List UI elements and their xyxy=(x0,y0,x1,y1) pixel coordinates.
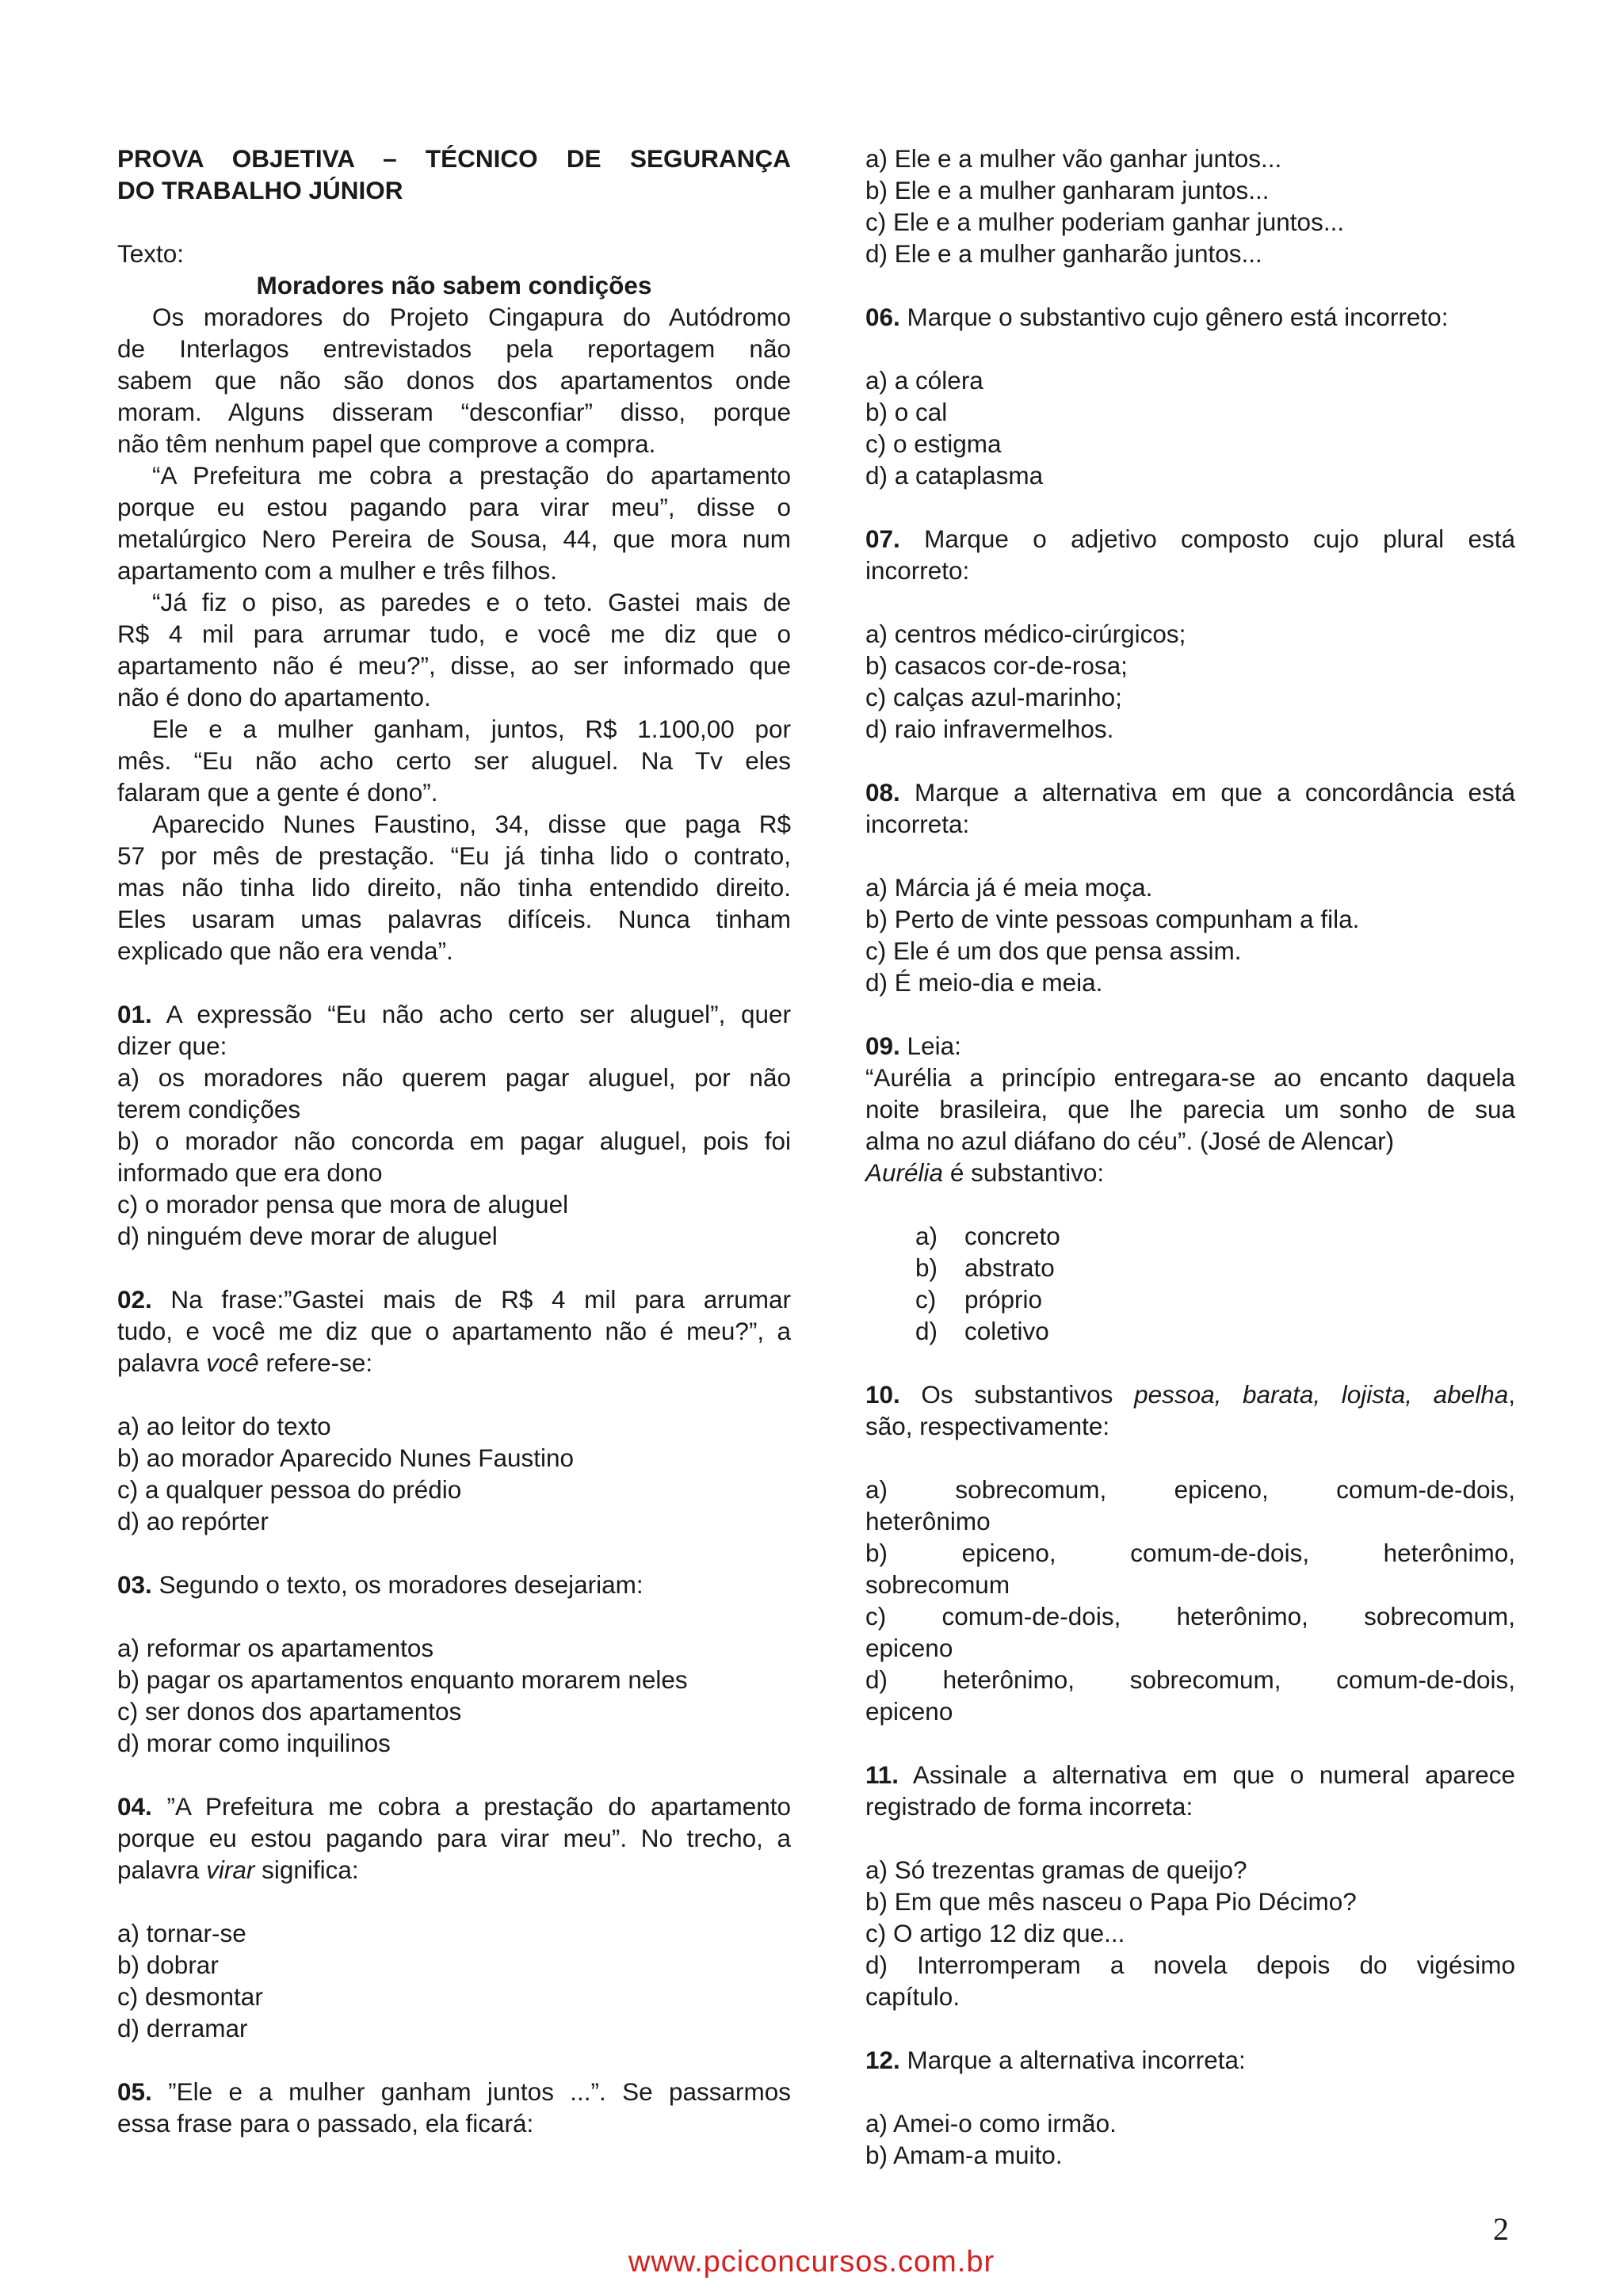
question-line xyxy=(117,1283,791,1315)
question-line xyxy=(865,2107,1515,2139)
question-text: capítulo. xyxy=(865,1982,960,2011)
spacer xyxy=(865,2076,1515,2107)
question-text: significa: xyxy=(254,1855,359,1884)
option-text: abstrato xyxy=(964,1253,1055,1282)
question-text: Segundo o texto, os moradores desejariam: xyxy=(151,1570,643,1599)
question-text: d) É meio-dia e meia. xyxy=(865,968,1103,997)
question-line xyxy=(865,2139,1515,2171)
question-text: Leia: xyxy=(899,1032,961,1060)
passage-line: não é dono do apartamento. xyxy=(117,683,431,711)
question-line xyxy=(117,1157,791,1188)
question-text: b) epiceno, comum-de-dois, heterônimo, xyxy=(865,1539,1515,1567)
passage-line: porque eu estou pagando para virar meu”, disse o xyxy=(117,493,791,521)
question-block xyxy=(865,2044,1515,2171)
question-line xyxy=(865,1569,1515,1600)
text-label: Texto: xyxy=(117,239,185,268)
question-line xyxy=(117,2012,791,2044)
question-block xyxy=(865,1379,1515,1727)
question-line xyxy=(865,681,1515,713)
passage-line: mas não tinha lido direito, não tinha entendido direito. xyxy=(117,873,791,902)
question-text: c) calças azul-marinho; xyxy=(865,683,1122,711)
question-line xyxy=(865,1759,1515,1791)
question-line xyxy=(865,713,1515,745)
passage-line: sabem que não são donos dos apartamentos onde xyxy=(117,366,791,395)
question-line xyxy=(865,396,1515,428)
option-text: próprio xyxy=(964,1285,1043,1314)
question-line xyxy=(865,1093,1515,1125)
question-text: d) heterônimo, sobrecomum, comum-de-dois, xyxy=(865,1665,1515,1694)
question-line xyxy=(865,1917,1515,1949)
question-line xyxy=(865,1474,1515,1505)
question-number: 05. xyxy=(117,2077,152,2106)
question-number: 10. xyxy=(865,1380,900,1409)
question-line xyxy=(117,1093,791,1125)
text-heading: Moradores não sabem condições xyxy=(256,271,652,299)
option-item xyxy=(865,1220,1515,1252)
question-text: b) Perto de vinte pessoas compunham a fila. xyxy=(865,905,1360,933)
question-number: 09. xyxy=(865,1032,900,1060)
question-line xyxy=(865,1791,1515,1822)
option-text: concreto xyxy=(964,1222,1060,1250)
question-line xyxy=(117,1569,791,1600)
question-line xyxy=(865,1854,1515,1886)
option-letter: a) xyxy=(915,1222,938,1250)
question-line xyxy=(865,1030,1515,1062)
question-text: c) O artigo 12 diz que... xyxy=(865,1919,1125,1947)
question-line xyxy=(865,301,1515,333)
emphasis-text: pessoa, barata, lojista, abelha xyxy=(1134,1380,1509,1409)
question-line xyxy=(865,1886,1515,1917)
question-block xyxy=(117,1569,791,1759)
spacer xyxy=(117,1379,791,1410)
question-text: incorreta: xyxy=(865,810,970,838)
question-line xyxy=(865,1949,1515,1981)
question-line xyxy=(865,206,1515,238)
left-column xyxy=(117,143,791,2139)
question-text: noite brasileira, que lhe parecia um sonho de sua xyxy=(865,1095,1515,1123)
question-text: é substantivo: xyxy=(943,1158,1105,1187)
question-line xyxy=(865,650,1515,681)
question-line xyxy=(865,1600,1515,1632)
spacer xyxy=(117,1759,791,1791)
passage-line: falaram que a gente é dono”. xyxy=(117,778,438,807)
option-letter: b) xyxy=(915,1253,938,1282)
question-text: c) Ele e a mulher poderiam ganhar juntos... xyxy=(865,208,1345,236)
page-number: 2 xyxy=(1493,2211,1509,2247)
question-line xyxy=(865,1379,1515,1410)
question-text: d) raio infravermelhos. xyxy=(865,715,1114,743)
question-line xyxy=(117,1981,791,2012)
question-block xyxy=(865,143,1515,269)
spacer xyxy=(117,206,791,238)
spacer xyxy=(117,1600,791,1632)
questions-right xyxy=(865,143,1515,2171)
question-block xyxy=(865,776,1515,998)
question-line xyxy=(865,1505,1515,1537)
passage-line: metalúrgico Nero Pereira de Sousa, 44, que mora num xyxy=(117,524,791,553)
question-text: ”Ele e a mulher ganham juntos ...”. Se passarmos xyxy=(151,2077,791,2106)
question-text: Marque a alternativa incorreta: xyxy=(899,2046,1246,2074)
question-text: c) a qualquer pessoa do prédio xyxy=(117,1475,462,1504)
spacer xyxy=(865,1727,1515,1759)
option-item xyxy=(865,1252,1515,1283)
question-line xyxy=(865,238,1515,269)
passage-line: “A Prefeitura me cobra a prestação do apartamento xyxy=(152,461,791,490)
spacer xyxy=(117,967,791,998)
spacer xyxy=(865,1442,1515,1474)
question-block xyxy=(117,998,791,1252)
question-block xyxy=(865,301,1515,491)
question-text: d) Interromperam a novela depois do vigésimo xyxy=(865,1951,1515,1979)
question-line xyxy=(865,808,1515,840)
question-line xyxy=(117,1410,791,1442)
question-line xyxy=(117,998,791,1030)
exam-title-line2: DO TRABALHO JÚNIOR xyxy=(117,176,403,204)
question-line xyxy=(117,1125,791,1157)
question-text: essa frase para o passado, ela ficará: xyxy=(117,2109,534,2138)
question-text: a) Ele e a mulher vão ganhar juntos... xyxy=(865,144,1282,173)
question-text: d) morar como inquilinos xyxy=(117,1729,391,1757)
question-text: d) ao repórter xyxy=(117,1507,269,1535)
question-text: a) ao leitor do texto xyxy=(117,1412,331,1440)
spacer xyxy=(865,333,1515,364)
question-line xyxy=(117,1664,791,1695)
spacer xyxy=(865,2012,1515,2044)
question-line xyxy=(865,776,1515,808)
right-column xyxy=(865,143,1515,2171)
question-line xyxy=(865,2044,1515,2076)
questions-left xyxy=(117,967,791,2139)
question-line xyxy=(865,428,1515,460)
question-text: a) reformar os apartamentos xyxy=(117,1634,434,1662)
question-text: b) Ele e a mulher ganharam juntos... xyxy=(865,176,1270,204)
passage-line: Os moradores do Projeto Cingapura do Autódromo xyxy=(152,303,791,331)
emphasis-text: você xyxy=(206,1348,259,1377)
question-text: alma no azul diáfano do céu”. (José de Alencar) xyxy=(865,1127,1395,1155)
question-text: Marque a alternativa em que a concordância está xyxy=(899,778,1515,807)
question-text: b) dobrar xyxy=(117,1951,219,1979)
emphasis-text: Aurélia xyxy=(865,1158,944,1187)
question-line xyxy=(865,618,1515,650)
question-line xyxy=(865,935,1515,967)
question-text: d) ninguém deve morar de aluguel xyxy=(117,1222,498,1250)
question-line xyxy=(865,143,1515,174)
question-text: registrado de forma incorreta: xyxy=(865,1792,1193,1821)
passage-line: explicado que não era venda”. xyxy=(117,936,453,965)
question-text: b) Amam-a muito. xyxy=(865,2141,1063,2169)
spacer xyxy=(865,1822,1515,1854)
question-text: c) o estigma xyxy=(865,429,1002,458)
question-block xyxy=(117,1791,791,2044)
passage-line: “Já fiz o piso, as paredes e o teto. Gastei mais de xyxy=(152,588,791,616)
question-text: palavra xyxy=(117,1855,207,1884)
question-line xyxy=(117,1315,791,1347)
spacer xyxy=(865,998,1515,1030)
question-text: b) ao morador Aparecido Nunes Faustino xyxy=(117,1444,575,1472)
question-text: c) o morador pensa que mora de aluguel xyxy=(117,1190,569,1219)
question-line xyxy=(117,1220,791,1252)
question-number: 02. xyxy=(117,1285,152,1314)
question-text: palavra xyxy=(117,1348,207,1377)
question-line xyxy=(865,1537,1515,1569)
question-text: terem condições xyxy=(117,1095,301,1123)
passage-line: mês. “Eu não acho certo ser aluguel. Na Tv eles xyxy=(117,746,791,775)
question-block xyxy=(865,1759,1515,2012)
spacer xyxy=(865,1188,1515,1220)
question-text: b) casacos cor-de-rosa; xyxy=(865,651,1128,680)
question-line xyxy=(865,174,1515,206)
question-text: b) Em que mês nasceu o Papa Pio Décimo? xyxy=(865,1887,1357,1916)
passage-line: apartamento não é meu?”, disse, ao ser informado que xyxy=(117,651,791,680)
question-block xyxy=(117,1283,791,1537)
spacer xyxy=(117,1886,791,1917)
question-number: 03. xyxy=(117,1570,152,1599)
question-line xyxy=(117,1188,791,1220)
question-line xyxy=(117,2107,791,2139)
spacer xyxy=(117,1537,791,1569)
question-text: ”A Prefeitura me cobra a prestação do apartamento xyxy=(151,1792,791,1821)
question-line xyxy=(865,1664,1515,1695)
question-text: heterônimo xyxy=(865,1507,991,1535)
question-line xyxy=(865,1157,1515,1188)
question-text: informado que era dono xyxy=(117,1158,383,1187)
question-line xyxy=(865,1632,1515,1664)
question-line xyxy=(117,1474,791,1505)
spacer xyxy=(117,1252,791,1283)
question-line xyxy=(865,1410,1515,1442)
question-line xyxy=(117,1062,791,1093)
spacer xyxy=(117,2044,791,2076)
question-text: a) centros médico-cirúrgicos; xyxy=(865,620,1186,648)
question-block xyxy=(865,1030,1515,1347)
question-line xyxy=(117,1632,791,1664)
passage-line: R$ 4 mil para arrumar tudo, e você me diz que o xyxy=(117,620,791,648)
question-text: epiceno xyxy=(865,1697,953,1726)
option-letter: d) xyxy=(915,1317,938,1345)
question-line xyxy=(117,2076,791,2107)
spacer xyxy=(865,840,1515,871)
question-number: 06. xyxy=(865,303,900,331)
question-line xyxy=(117,1505,791,1537)
question-text: epiceno xyxy=(865,1634,953,1662)
question-text: porque eu estou pagando para virar meu”. No trecho, a xyxy=(117,1824,791,1852)
question-number: 01. xyxy=(117,1000,152,1028)
passage-line: moram. Alguns disseram “desconfiar” disso, porque xyxy=(117,398,791,426)
question-line xyxy=(865,460,1515,491)
spacer xyxy=(865,269,1515,301)
question-text: são, respectivamente: xyxy=(865,1412,1110,1440)
question-text: a) os moradores não querem pagar aluguel, por não xyxy=(117,1063,791,1092)
spacer xyxy=(865,1347,1515,1379)
option-letter: c) xyxy=(915,1285,937,1314)
question-number: 07. xyxy=(865,524,900,553)
question-line xyxy=(865,1125,1515,1157)
question-line xyxy=(865,555,1515,586)
question-number: 04. xyxy=(117,1792,152,1821)
passage-line: Ele e a mulher ganham, juntos, R$ 1.100,00 por xyxy=(152,715,791,743)
question-text: sobrecomum xyxy=(865,1570,1010,1599)
question-line xyxy=(117,1695,791,1727)
question-block xyxy=(117,2076,791,2139)
question-text: b) o cal xyxy=(865,398,948,426)
question-text: a) Márcia já é meia moça. xyxy=(865,873,1153,902)
question-line xyxy=(117,1822,791,1854)
passage-line: apartamento com a mulher e três filhos. xyxy=(117,556,558,585)
passage-line: não têm nenhum papel que comprove a compra. xyxy=(117,429,656,458)
question-line xyxy=(117,1917,791,1949)
question-text: Marque o adjetivo composto cujo plural está xyxy=(899,524,1515,553)
footer-url[interactable]: www.pciconcursos.com.br xyxy=(628,2245,995,2279)
question-text: c) comum-de-dois, heterônimo, sobrecomum, xyxy=(865,1602,1515,1630)
question-text: a) Só trezentas gramas de queijo? xyxy=(865,1855,1247,1884)
option-text: coletivo xyxy=(964,1317,1049,1345)
question-text: a) tornar-se xyxy=(117,1919,246,1947)
spacer xyxy=(865,491,1515,523)
question-text: incorreto: xyxy=(865,556,970,585)
question-text: tudo, e você me diz que o apartamento não é meu?”, a xyxy=(117,1317,791,1345)
option-item xyxy=(865,1283,1515,1315)
option-item xyxy=(865,1315,1515,1347)
question-line xyxy=(865,871,1515,903)
question-text: d) a cataplasma xyxy=(865,461,1044,490)
question-text: A expressão “Eu não acho certo ser aluguel”, quer xyxy=(151,1000,791,1028)
spacer xyxy=(865,586,1515,618)
question-line xyxy=(117,1854,791,1886)
question-text: b) pagar os apartamentos enquanto morarem neles xyxy=(117,1665,688,1694)
passage-line: 57 por mês de prestação. “Eu já tinha lido o contrato, xyxy=(117,841,791,870)
question-line xyxy=(865,1062,1515,1093)
question-number: 08. xyxy=(865,778,900,807)
question-text: dizer que: xyxy=(117,1032,227,1060)
question-text: a) sobrecomum, epiceno, comum-de-dois, xyxy=(865,1475,1515,1504)
question-block xyxy=(865,523,1515,745)
question-line xyxy=(117,1442,791,1474)
question-number: 11. xyxy=(865,1760,899,1789)
passage-line: de Interlagos entrevistados pela reportagem não xyxy=(117,334,791,363)
question-line xyxy=(117,1347,791,1379)
passage-line: Eles usaram umas palavras difíceis. Nunca tinham xyxy=(117,905,791,933)
question-line xyxy=(865,1695,1515,1727)
question-text: c) Ele é um dos que pensa assim. xyxy=(865,936,1242,965)
question-line xyxy=(117,1949,791,1981)
question-text: Na frase:”Gastei mais de R$ 4 mil para arrumar xyxy=(151,1285,791,1314)
question-text: , xyxy=(1508,1380,1516,1409)
question-text: Marque o substantivo cujo gênero está incorreto: xyxy=(899,303,1449,331)
question-text: “Aurélia a princípio entregara-se ao encanto daquela xyxy=(865,1063,1515,1092)
question-number: 12. xyxy=(865,2046,900,2074)
question-text: Assinale a alternativa em que o numeral aparece xyxy=(899,1760,1515,1789)
passage-line: Aparecido Nunes Faustino, 34, disse que paga R$ xyxy=(152,810,791,838)
question-text: refere-se: xyxy=(258,1348,373,1377)
emphasis-text: virar xyxy=(206,1855,255,1884)
question-line xyxy=(865,1981,1515,2012)
question-text: a) Amei-o como irmão. xyxy=(865,2109,1117,2138)
question-text: c) desmontar xyxy=(117,1982,263,2011)
question-line xyxy=(865,364,1515,396)
reading-passage xyxy=(117,301,791,967)
question-text: c) ser donos dos apartamentos xyxy=(117,1697,462,1726)
question-line xyxy=(865,523,1515,555)
spacer xyxy=(865,745,1515,776)
exam-title-line1: PROVA OBJETIVA – TÉCNICO DE SEGURANÇA xyxy=(117,144,791,173)
question-text: b) o morador não concorda em pagar aluguel, pois foi xyxy=(117,1127,791,1155)
question-line xyxy=(117,1727,791,1759)
question-text: Os substantivos xyxy=(899,1380,1135,1409)
question-text: d) Ele e a mulher ganharão juntos... xyxy=(865,239,1262,268)
question-text: a) a cólera xyxy=(865,366,983,395)
question-line xyxy=(865,967,1515,998)
question-text: d) derramar xyxy=(117,2014,248,2042)
question-line xyxy=(117,1030,791,1062)
question-line xyxy=(865,903,1515,935)
question-line xyxy=(117,1791,791,1822)
